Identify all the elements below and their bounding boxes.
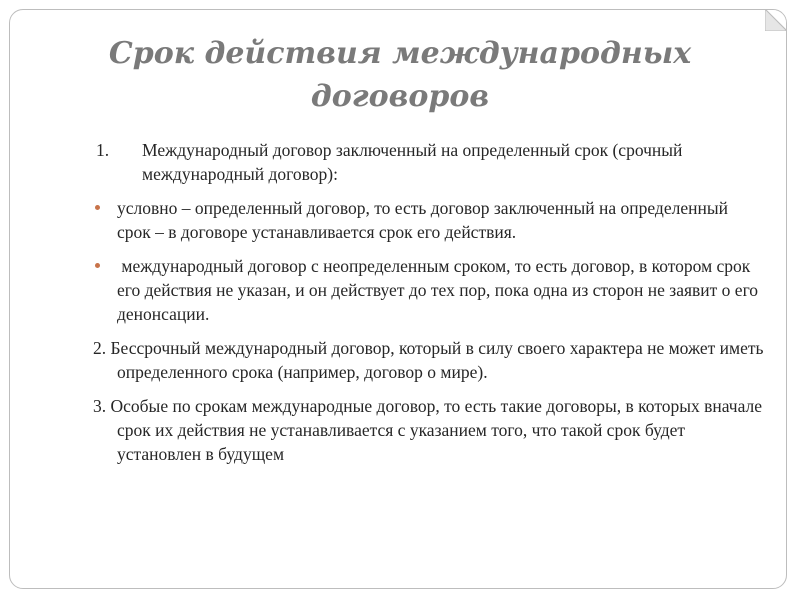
item-number: 1.: [96, 140, 110, 160]
item-text: Международный договор заключенный на определенный срок (срочный международный договор):: [142, 140, 683, 184]
item-text: условно – определенный договор, то есть договор заключенный на определенный срок – в договоре устанавливается срок его действия.: [117, 198, 728, 242]
list-item: [86, 336, 766, 384]
bullet-dot-icon: [95, 263, 100, 268]
slide: [9, 9, 787, 589]
list-item-numbered: [86, 138, 766, 186]
list-item-bullet: [86, 254, 766, 326]
page-corner-fold-icon: [765, 9, 787, 31]
item-text: 3. Особые по срокам международные договор, то есть такие договоры, в которых вначале срок их действия не устанавливается с указанием того, что такой срок будет установлен в будущем: [93, 396, 763, 464]
item-text: международный договор с неопределенным сроком, то есть договор, в котором срок его действия не указан, и он действует до тех пор, пока одна из сторон не заявит о его денонсации.: [117, 256, 763, 324]
slide-body: [86, 138, 766, 476]
list-item: [86, 394, 766, 466]
item-text: 2. Бессрочный международный договор, который в силу своего характера не может иметь определенного срока (например, договор о мире).: [93, 338, 764, 382]
list-item-bullet: [86, 196, 766, 244]
slide-title: Срок действия международных договоров: [108, 36, 692, 114]
bullet-dot-icon: [95, 205, 100, 210]
